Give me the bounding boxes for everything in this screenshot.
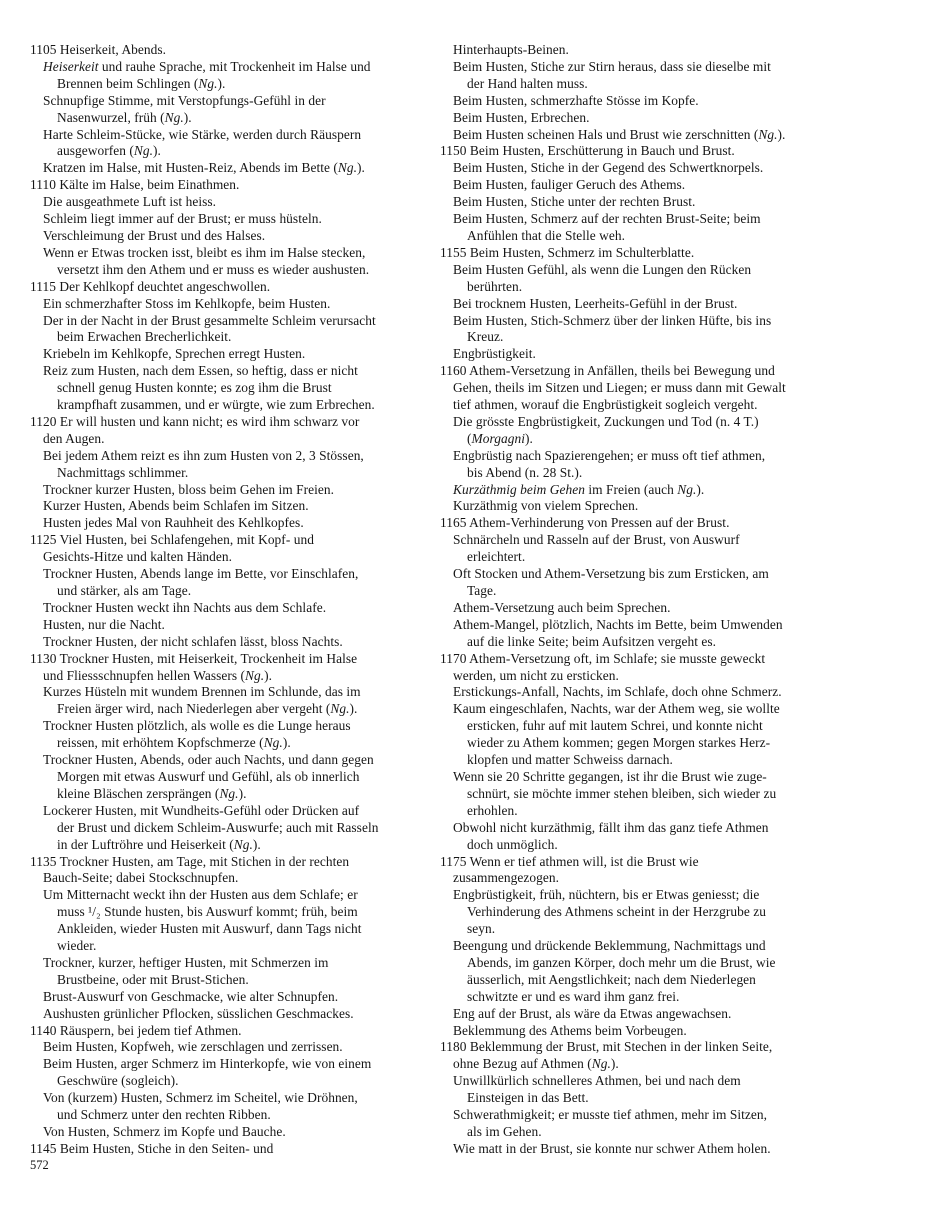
text-line: doch unmöglich. bbox=[467, 836, 558, 852]
text-line: Anfühlen that die Stelle weh. bbox=[467, 227, 626, 243]
text-line: Lockerer Husten, mit Wundheits-Gefühl oder Drücken auf bbox=[43, 802, 360, 818]
text-line: und Fliessschnupfen hellen Wassers (Ng.). bbox=[43, 667, 273, 683]
text-line: schwitzte er und es ward ihm ganz frei. bbox=[467, 988, 680, 1004]
text-line: Brustbeine, oder mit Brust-Stichen. bbox=[57, 971, 249, 987]
text-line: der Hand halten muss. bbox=[467, 75, 588, 91]
text-line: 1135 Trockner Husten, am Tage, mit Stichen in der rechten bbox=[30, 853, 350, 869]
text-line: Der in der Nacht in der Brust gesammelte Schleim verursacht bbox=[43, 312, 376, 328]
text-line: Beim Husten, Schmerz auf der rechten Brust-Seite; beim bbox=[453, 211, 761, 227]
text-line: erleichtert. bbox=[467, 549, 526, 565]
text-line: zusammengezogen. bbox=[453, 870, 560, 886]
text-line: wieder zu Athem kommen; gegen Morgen starkes Herz- bbox=[467, 735, 771, 751]
text-line: Einsteigen in das Bett. bbox=[467, 1090, 589, 1106]
text-line: 1120 Er will husten und kann nicht; es wird ihm schwarz vor bbox=[30, 413, 360, 429]
text-line: 1170 Athem-Versetzung oft, im Schlafe; sie musste geweckt bbox=[440, 650, 766, 666]
text-line: ersticken, fuhr auf mit lautem Schrei, und konnte nicht bbox=[467, 718, 763, 734]
right-column bbox=[440, 42, 912, 1158]
text-line: 1115 Der Kehlkopf deuchtet angeschwollen. bbox=[30, 278, 271, 294]
text-line: versetzt ihm den Athem und er muss es wieder aushusten. bbox=[57, 261, 370, 277]
text-line: erhohlen. bbox=[467, 802, 518, 818]
text-line: Bei trocknem Husten, Leerheits-Gefühl in der Brust. bbox=[453, 295, 738, 311]
text-line: Kreuz. bbox=[467, 329, 504, 345]
text-line: Die ausgeathmete Luft ist heiss. bbox=[43, 194, 217, 210]
text-line: Beim Husten, Kopfweh, wie zerschlagen und zerrissen. bbox=[43, 1039, 343, 1055]
text-line: äusserlich, mit Aengstlichkeit; nach dem Niederlegen bbox=[467, 971, 756, 987]
text-line: Trockner kurzer Husten, bloss beim Gehen im Freien. bbox=[43, 481, 335, 497]
text-line: Verschleimung der Brust und des Halses. bbox=[43, 227, 266, 243]
text-line: 1150 Beim Husten, Erschütterung in Bauch und Brust. bbox=[440, 143, 735, 159]
text-line: Trockner Husten, der nicht schlafen lässt, bloss Nachts. bbox=[43, 633, 343, 649]
text-line: Unwillkürlich schnelleres Athmen, bei und nach dem bbox=[453, 1073, 741, 1089]
text-line: Gehen, theils im Sitzen und Liegen; er muss dann mit Gewalt bbox=[453, 380, 786, 396]
text-line: Bei jedem Athem reizt es ihn zum Husten von 2, 3 Stössen, bbox=[43, 447, 364, 463]
text-line: 1175 Wenn er tief athmen will, ist die Brust wie bbox=[440, 853, 699, 869]
text-line: ausgeworfen (Ng.). bbox=[57, 143, 161, 159]
text-line: bis Abend (n. 28 St.). bbox=[467, 464, 583, 480]
text-line: Von Husten, Schmerz im Kopfe und Bauche. bbox=[43, 1124, 286, 1139]
text-line: Schwerathmigkeit; er musste tief athmen, mehr im Sitzen, bbox=[453, 1107, 768, 1123]
text-line: Geschwüre (sogleich). bbox=[57, 1073, 179, 1089]
text-line: Kurzäthmig von vielem Sprechen. bbox=[453, 498, 639, 514]
text-line: Ankleiden, wieder Husten mit Auswurf, dann Tags nicht bbox=[57, 921, 362, 937]
text-line: Abends, im ganzen Körper, doch mehr um die Brust, wie bbox=[467, 954, 776, 970]
text-line: 1140 Räuspern, bei jedem tief Athmen. bbox=[30, 1022, 242, 1038]
text-line: 1110 Kälte im Halse, beim Einathmen. bbox=[30, 177, 240, 193]
text-line: 1155 Beim Husten, Schmerz im Schulterblatte. bbox=[440, 244, 695, 260]
text-line: Ein schmerzhafter Stoss im Kehlkopfe, beim Husten. bbox=[43, 295, 331, 311]
text-line: kleine Bläschen zersprängen (Ng.). bbox=[57, 785, 247, 801]
text-line: Beengung und drückende Beklemmung, Nachmittags und bbox=[453, 938, 766, 954]
text-line: Beim Husten, Stiche in der Gegend des Schwertknorpels. bbox=[453, 160, 764, 176]
text-line: Kriebeln im Kehlkopfe, Sprechen erregt Husten. bbox=[43, 346, 306, 362]
text-line: Die grösste Engbrüstigkeit, Zuckungen und Tod (n. 4 T.) bbox=[453, 413, 759, 429]
text-line: Gesichts-Hitze und kalten Händen. bbox=[43, 549, 233, 565]
text-line: Engbrüstigkeit, früh, nüchtern, bis er Etwas geniesst; die bbox=[453, 887, 760, 903]
text-line: Obwohl nicht kurzäthmig, fällt ihm das ganz tiefe Athmen bbox=[453, 819, 769, 835]
text-line: Kratzen im Halse, mit Husten-Reiz, Abends im Bette (Ng.). bbox=[43, 160, 365, 176]
text-line: reissen, mit erhöhtem Kopfschmerze (Ng.). bbox=[57, 735, 291, 751]
text-line: Engbrüstigkeit. bbox=[453, 346, 536, 362]
text-line: Beim Husten, schmerzhafte Stösse im Kopfe. bbox=[453, 92, 699, 108]
text-line: Wenn er Etwas trocken isst, bleibt es ihm im Halse stecken, bbox=[43, 244, 366, 260]
text-line: 1105 Heiserkeit, Abends. bbox=[30, 42, 167, 57]
text-line: Aushusten grünlicher Pflocken, süsslichen Geschmackes. bbox=[43, 1005, 354, 1021]
text-line: Brust-Auswurf von Geschmacke, wie alter Schnupfen. bbox=[43, 988, 339, 1004]
page-number: 572 bbox=[30, 1158, 49, 1172]
text-line: berührten. bbox=[467, 278, 523, 294]
text-line: Heiserkeit und rauhe Sprache, mit Trockenheit im Halse und bbox=[43, 58, 371, 74]
text-line: auf die linke Seite; beim Aufsitzen vergeht es. bbox=[467, 633, 717, 649]
text-line: schnell genug Husten konnte; es zog ihm die Brust bbox=[57, 380, 332, 396]
text-line: Husten jedes Mal von Rauhheit des Kehlkopfes. bbox=[43, 515, 304, 531]
text-line: Kaum eingeschlafen, Nachts, war der Athem weg, sie wollte bbox=[453, 701, 780, 717]
text-line: Trockner Husten weckt ihn Nachts aus dem Schlafe. bbox=[43, 599, 327, 615]
text-line: Beim Husten, fauliger Geruch des Athems. bbox=[453, 177, 686, 193]
text-line: Schnupfige Stimme, mit Verstopfungs-Gefühl in der bbox=[43, 92, 326, 108]
text-line: muss ¹/₂ Stunde husten, bis Auswurf kommt; früh, beim bbox=[57, 904, 358, 920]
text-line: krampfhaft zusammen, und er würgte, wie zum Erbrechen. bbox=[57, 397, 375, 413]
text-line: seyn. bbox=[467, 921, 496, 937]
text-line: Reiz zum Husten, nach dem Essen, so heftig, dass er nicht bbox=[43, 363, 358, 379]
text-line: werden, um nicht zu ersticken. bbox=[453, 667, 619, 683]
text-line: Beim Husten, Erbrechen. bbox=[453, 109, 590, 125]
text-line: 1160 Athem-Versetzung in Anfällen, theils bei Bewegung und bbox=[440, 363, 775, 379]
text-line: Trockner Husten, Abends, oder auch Nachts, und dann gegen bbox=[43, 752, 374, 768]
text-line: tief athmen, worauf die Engbrüstigkeit sogleich vergeht. bbox=[453, 397, 758, 413]
text-line: Nasenwurzel, früh (Ng.). bbox=[57, 109, 192, 125]
text-line: Husten, nur die Nacht. bbox=[43, 616, 165, 632]
text-line: Um Mitternacht weckt ihn der Husten aus dem Schlafe; er bbox=[43, 887, 358, 903]
text-line: Trockner Husten plötzlich, als wolle es die Lunge heraus bbox=[43, 718, 351, 734]
text-line: Beim Husten, Stiche zur Stirn heraus, dass sie dieselbe mit bbox=[453, 58, 771, 74]
text-line: Kurzes Hüsteln mit wundem Brennen im Schlunde, das im bbox=[43, 684, 361, 700]
text-line: Beklemmung des Athems beim Vorbeugen. bbox=[453, 1022, 687, 1038]
text-line: in der Luftröhre und Heiserkeit (Ng.). bbox=[57, 836, 261, 852]
left-column bbox=[30, 42, 431, 1158]
text-line: Wie matt in der Brust, sie konnte nur schwer Athem holen. bbox=[453, 1140, 771, 1156]
text-line: Tage. bbox=[467, 583, 497, 598]
text-line: und stärker, als am Tage. bbox=[57, 583, 192, 598]
text-line: den Augen. bbox=[43, 430, 105, 446]
text-line: Eng auf der Brust, als wäre da Etwas angewachsen. bbox=[453, 1005, 732, 1021]
text-line: Hinterhaupts-Beinen. bbox=[453, 42, 569, 57]
text-line: Brennen beim Schlingen (Ng.). bbox=[57, 75, 226, 91]
text-line: 1180 Beklemmung der Brust, mit Stechen in der linken Seite, bbox=[440, 1039, 773, 1055]
text-line: Oft Stocken und Athem-Versetzung bis zum Ersticken, am bbox=[453, 566, 769, 582]
text-line: klopfen und matter Schweiss darnach. bbox=[467, 752, 673, 768]
text-line: Kurzer Husten, Abends beim Schlafen im Sitzen. bbox=[43, 498, 309, 514]
text-line: Beim Husten scheinen Hals und Brust wie zerschnitten (Ng.). bbox=[453, 126, 786, 142]
text-line: Beim Husten, Stich-Schmerz über der linken Hüfte, bis ins bbox=[453, 312, 772, 328]
text-line: Beim Husten Gefühl, als wenn die Lungen den Rücken bbox=[453, 261, 752, 277]
text-line: Schleim liegt immer auf der Brust; er muss hüsteln. bbox=[43, 211, 322, 227]
text-line: Athem-Mangel, plötzlich, Nachts im Bette, beim Umwenden bbox=[453, 616, 783, 632]
text-line: 1145 Beim Husten, Stiche in den Seiten- und bbox=[30, 1140, 274, 1156]
text-line: Bauch-Seite; dabei Stockschnupfen. bbox=[43, 870, 239, 886]
text-line: Athem-Versetzung auch beim Sprechen. bbox=[453, 599, 671, 615]
text-line: Trockner Husten, Abends lange im Bette, vor Einschlafen, bbox=[43, 566, 359, 582]
text-line: Wenn sie 20 Schritte gegangen, ist ihr die Brust wie zuge- bbox=[453, 768, 767, 784]
text-line: Trockner, kurzer, heftiger Husten, mit Schmerzen im bbox=[43, 954, 329, 970]
text-line: 1125 Viel Husten, bei Schlafengehen, mit Kopf- und bbox=[30, 532, 314, 548]
text-line: wieder. bbox=[57, 938, 97, 954]
text-line: (Morgagni). bbox=[467, 430, 533, 446]
text-line: Kurzäthmig beim Gehen im Freien (auch Ng.). bbox=[453, 481, 705, 497]
text-line: Nachmittags schlimmer. bbox=[57, 464, 189, 480]
text-line: beim Erwachen Brecherlichkeit. bbox=[57, 329, 232, 345]
text-line: und Schmerz unter den rechten Ribben. bbox=[57, 1107, 271, 1123]
text-line: Schnärcheln und Rasseln auf der Brust, von Auswurf bbox=[453, 532, 740, 548]
text-line: der Brust und dickem Schleim-Auswurfe; auch mit Rasseln bbox=[57, 819, 379, 835]
text-line: ohne Bezug auf Athmen (Ng.). bbox=[453, 1056, 619, 1072]
text-line: als im Gehen. bbox=[467, 1124, 542, 1139]
text-line: 1130 Trockner Husten, mit Heiserkeit, Trockenheit im Halse bbox=[30, 650, 358, 666]
text-line: Verhinderung des Athmens scheint in der Herzgrube zu bbox=[467, 904, 766, 920]
text-line: Von (kurzem) Husten, Schmerz im Scheitel, wie Dröhnen, bbox=[43, 1090, 358, 1106]
text-line: Morgen mit etwas Auswurf und Gefühl, als ob innerlich bbox=[57, 768, 360, 784]
text-line: Freien ärger wird, nach Niederlegen aber vergeht (Ng.). bbox=[57, 701, 358, 717]
text-line: Harte Schleim-Stücke, wie Stärke, werden durch Räuspern bbox=[43, 126, 362, 142]
text-line: 1165 Athem-Verhinderung von Pressen auf der Brust. bbox=[440, 515, 730, 531]
text-line: Engbrüstig nach Spazierengehen; er muss oft tief athmen, bbox=[453, 447, 766, 463]
text-line: Beim Husten, Stiche unter der rechten Brust. bbox=[453, 194, 696, 210]
text-line: Erstickungs-Anfall, Nachts, im Schlafe, doch ohne Schmerz. bbox=[453, 684, 782, 700]
text-line: schnürt, sie möchte immer stehen bleiben, sich wieder zu bbox=[467, 785, 777, 801]
text-line: Beim Husten, arger Schmerz im Hinterkopfe, wie von einem bbox=[43, 1056, 372, 1072]
